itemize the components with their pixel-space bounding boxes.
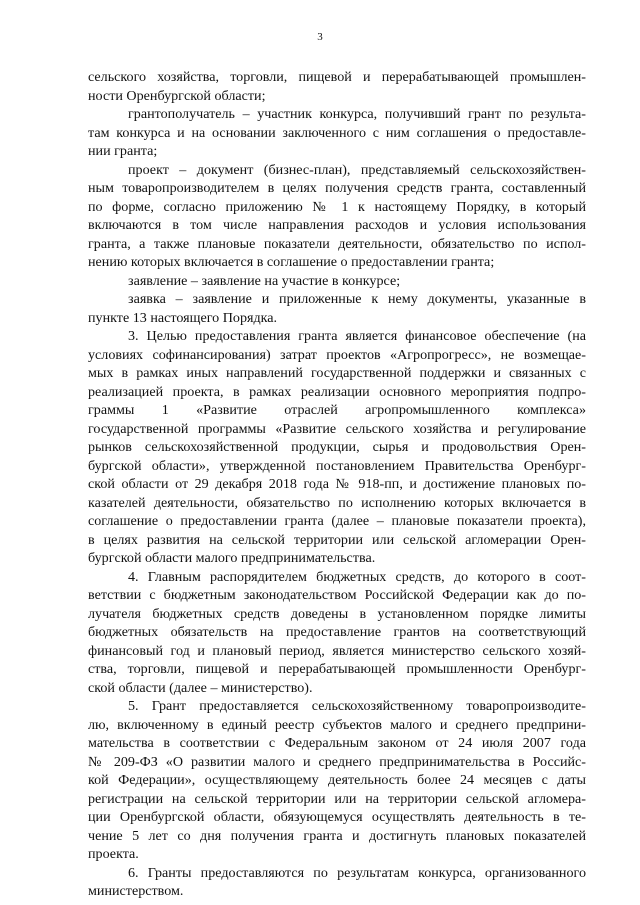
text-line: сельского хозяйства, торговли, пищевой и перерабатывающей промышлен- bbox=[88, 69, 586, 85]
paragraph bbox=[88, 68, 586, 105]
text-line: мых в рамках иных направлений государственной поддержки и связанных с bbox=[88, 365, 586, 381]
paragraph bbox=[88, 327, 586, 568]
text-line: лучателя бюджетных средств доведены в установленном порядке лимиты bbox=[88, 605, 586, 622]
text-line: по форме, согласно приложению № 1 к настоящему Порядку, в который bbox=[88, 198, 586, 215]
text-line: 5. Грант предоставляется сельскохозяйственному товаропроизводите- bbox=[128, 698, 586, 714]
text-line: ветствии с бюджетным законодательством Российской Федерации как до по- bbox=[88, 587, 586, 603]
text-line: министерством. bbox=[88, 883, 184, 899]
text-line: соглашение о предоставлении гранта (далее – плановые показатели проекта), bbox=[88, 513, 586, 529]
text-line: бюджетных обязательств на предоставление грантов на соответствующий bbox=[88, 624, 586, 640]
text-line: реализацией проекта, в рамках реализации основного мероприятия подпро- bbox=[88, 383, 586, 400]
text-line: нению которых включается в соглашение о предоставлении гранта; bbox=[88, 254, 495, 270]
text-line: проекта. bbox=[88, 846, 139, 862]
text-line: там конкурса и на основании заключенного с ним соглашения о предоставле- bbox=[88, 124, 586, 141]
text-line: бургской области малого предпринимательства. bbox=[88, 550, 376, 566]
paragraph bbox=[88, 161, 586, 272]
paragraph bbox=[88, 568, 586, 698]
text-line: ции Оренбургской области, обязующемуся осуществлять деятельность в те- bbox=[88, 809, 586, 825]
text-line: мательства в соответствии с Федеральным законом от 24 июля 2007 года bbox=[88, 735, 586, 751]
text-line: ства, торговли, пищевой и перерабатывающей промышленности Оренбург- bbox=[88, 661, 586, 677]
text-line: включаются в том числе направления расходов и условия использования bbox=[88, 217, 586, 233]
text-line: ности Оренбургской области; bbox=[88, 87, 266, 104]
paragraph bbox=[88, 864, 586, 901]
text-line: 4. Главным распорядителем бюджетных средств, до которого в соот- bbox=[128, 568, 586, 585]
text-line: грантополучатель – участник конкурса, получивший грант по результа- bbox=[128, 106, 586, 122]
text-line: ным товаропроизводителем в целях получения средств гранта, составленный bbox=[88, 180, 586, 196]
text-line: финансовый год и плановый период, является министерство сельского хозяй- bbox=[88, 642, 586, 659]
text-line: бургской области», утвержденной постановлением Правительства Оренбург- bbox=[88, 457, 586, 474]
text-line: в целях развития на сельской территории или сельской агломерации Орен- bbox=[88, 531, 586, 548]
text-line: проект – документ (бизнес-план), представляемый сельскохозяйствен- bbox=[128, 161, 586, 178]
text-line: чение 5 лет со дня получения гранта и достигнуть плановых показателей bbox=[88, 827, 586, 844]
text-line: лю, включенному в единый реестр субъектов малого и среднего предприни- bbox=[88, 716, 586, 733]
text-line: заявление – заявление на участие в конкурсе; bbox=[128, 272, 401, 289]
text-line: ской области от 29 декабря 2018 года № 918-пп, и достижение плановых по- bbox=[88, 476, 586, 492]
text-line: 3. Целью предоставления гранта является финансовое обеспечение (на bbox=[128, 328, 586, 344]
paragraph bbox=[88, 105, 586, 161]
text-line: граммы 1 «Развитие отраслей агропромышленного комплекса» bbox=[88, 402, 586, 418]
text-line: нии гранта; bbox=[88, 143, 158, 159]
document-body bbox=[88, 68, 586, 901]
text-line: рынков сельскохозяйственной продукции, сырья и продовольствия Орен- bbox=[88, 439, 586, 455]
text-line: пункте 13 настоящего Порядка. bbox=[88, 309, 278, 326]
text-line: казателей деятельности, обязательство по исполнению которых включается в bbox=[88, 494, 586, 511]
paragraph bbox=[88, 697, 586, 864]
text-line: заявка – заявление и приложенные к нему документы, указанные в bbox=[128, 291, 586, 307]
text-line: № 209-ФЗ «О развитии малого и среднего предпринимательства в Российс- bbox=[88, 753, 586, 770]
text-line: ской области (далее – министерство). bbox=[88, 679, 313, 696]
text-line: 6. Гранты предоставляются по результатам конкурса, организованного bbox=[128, 864, 586, 881]
text-line: регистрации на сельской территории или на территории сельской агломера- bbox=[88, 790, 586, 807]
text-line: условиях софинансирования) затрат проектов «Агропрогресс», не возмещае- bbox=[88, 346, 586, 363]
text-line: государственной программы «Развитие сельского хозяйства и регулирование bbox=[88, 420, 586, 437]
paragraph bbox=[88, 272, 586, 291]
text-line: гранта, а также плановые показатели деятельности, обязательство по испол- bbox=[88, 235, 586, 252]
page-number: 3 bbox=[317, 31, 323, 43]
paragraph bbox=[88, 290, 586, 327]
text-line: кой Федерации», осуществляющему деятельность более 24 месяцев с даты bbox=[88, 772, 586, 788]
